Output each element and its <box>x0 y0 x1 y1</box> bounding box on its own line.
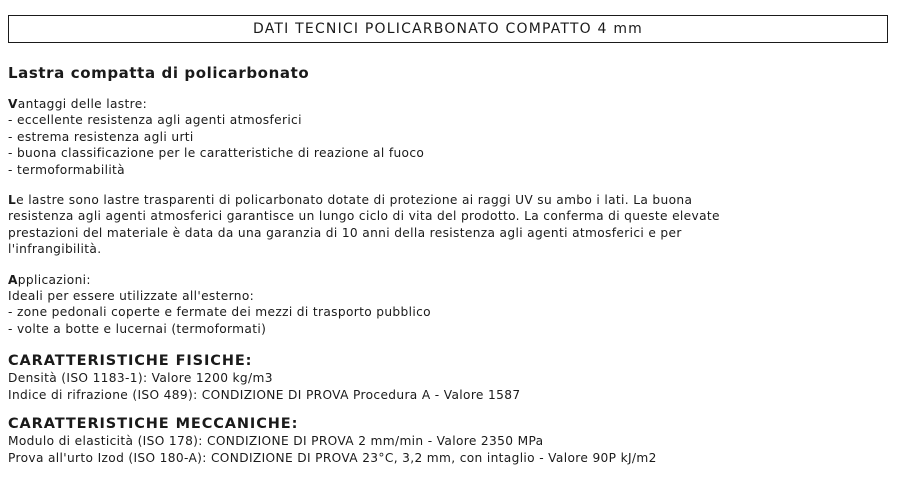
mechanical-section <box>8 416 893 466</box>
document-body <box>8 64 893 466</box>
description-line-text: e lastre sono lastre trasparenti di policarbonato dotate di protezione ai raggi UV su ambo i lati. La buona <box>16 193 693 208</box>
applications-heading <box>8 272 893 288</box>
description-line: prestazioni del materiale è data da una garanzia di 10 anni della resistenza agli agenti atmosferici e per <box>8 225 682 240</box>
application-item: - zone pedonali coperte e fermate dei mezzi di trasporto pubblico <box>8 305 431 320</box>
mechanical-property: Modulo di elasticità (ISO 178): CONDIZIONE DI PROVA 2 mm/min - Valore 2350 MPa <box>8 434 544 449</box>
page-title: DATI TECNICI POLICARBONATO COMPATTO 4 mm <box>253 21 643 37</box>
mechanical-heading: CARATTERISTICHE MECCANICHE: <box>8 416 299 433</box>
advantage-item: - estrema resistenza agli urti <box>8 129 194 144</box>
description-line: resistenza agli agenti atmosferici garantisce un lungo ciclo di vita del prodotto. La conferma di queste elevate <box>8 209 720 224</box>
application-item: - volte a botte e lucernai (termoformati) <box>8 321 267 336</box>
advantages-section <box>8 96 893 178</box>
physical-heading: CARATTERISTICHE FISICHE: <box>8 353 253 370</box>
advantage-item: - termoformabilità <box>8 162 125 177</box>
mechanical-property: Prova all'urto Izod (ISO 180-A): CONDIZIONE DI PROVA 23°C, 3,2 mm, con intaglio - Valore 90P kJ/m2 <box>8 450 657 465</box>
physical-property: Densità (ISO 1183-1): Valore 1200 kg/m3 <box>8 371 273 386</box>
description-line <box>8 192 893 208</box>
advantages-heading-text: antaggi delle lastre: <box>17 97 148 111</box>
title-banner <box>8 15 888 43</box>
applications-lead-letter: A <box>8 272 18 287</box>
description-lead-letter: L <box>8 193 17 208</box>
mechanical-lines <box>8 433 893 466</box>
applications-intro: Ideali per essere utilizzate all'esterno: <box>8 289 255 304</box>
description-section <box>8 192 893 258</box>
description-line: l'infrangibilità. <box>8 242 102 257</box>
advantage-item: - buona classificazione per le caratteristiche di reazione al fuoco <box>8 146 425 161</box>
advantage-item: - eccellente resistenza agli agenti atmosferici <box>8 113 302 128</box>
advantages-heading <box>8 96 893 112</box>
physical-property: Indice di rifrazione (ISO 489): CONDIZIONE DI PROVA Procedura A - Valore 1587 <box>8 387 521 402</box>
product-subtitle: Lastra compatta di policarbonato <box>8 64 310 82</box>
advantages-lead-letter: V <box>8 97 18 111</box>
physical-section <box>8 353 893 403</box>
applications-section <box>8 272 893 338</box>
physical-lines <box>8 370 893 403</box>
applications-heading-text: pplicazioni: <box>17 272 91 287</box>
